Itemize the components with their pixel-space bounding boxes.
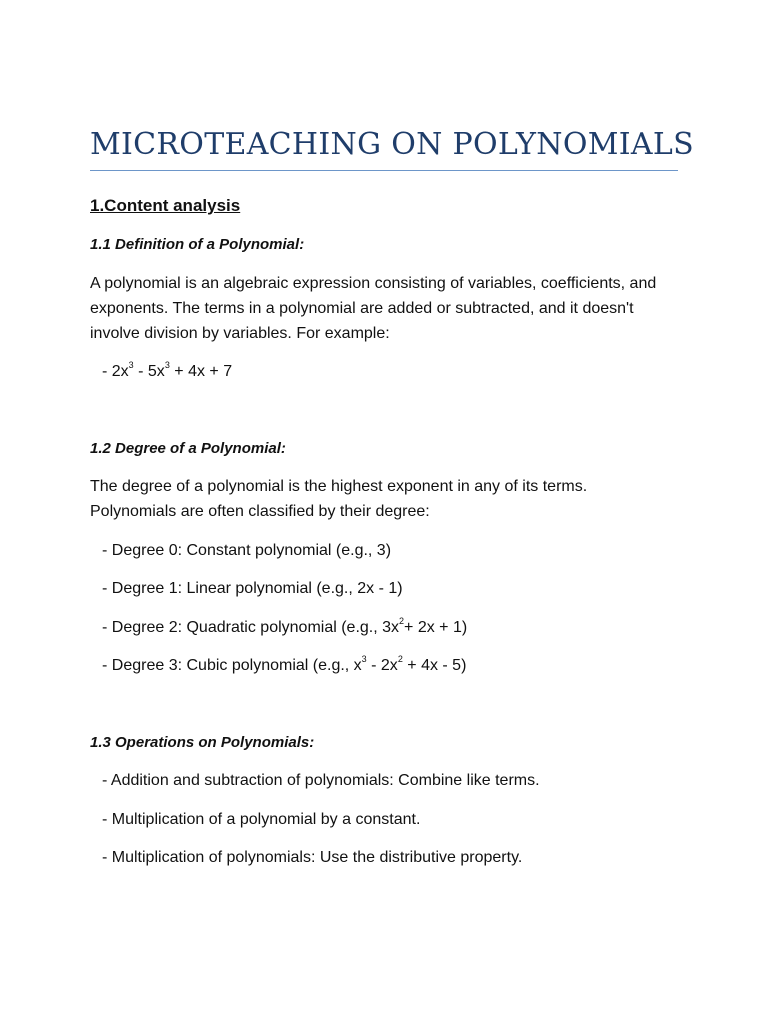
title-underline-rule [90,170,678,171]
degree-2-item [90,615,690,640]
degree-2-rest: + 2x + 1) [404,619,468,636]
document-title: MICROTEACHING ON POLYNOMIALS [90,127,694,162]
degree-3-rest: + 4x - 5) [402,657,467,674]
subsection-heading-degree: 1.2 Degree of a Polynomial: [90,440,286,457]
degree-line-2: Polynomials are often classified by their degree: [90,503,430,520]
operation-item-constant: - Multiplication of a polynomial by a constant. [102,811,421,828]
degree-3-exponent-2: 2 [397,653,403,664]
degree-2-text: - Degree 2: Quadratic polynomial (e.g., 3x [102,619,400,636]
degree-3-item [90,653,690,678]
polynomial-example [90,359,690,384]
definition-line-1: A polynomial is an algebraic expression consisting of variables, coefficients, and [90,275,657,292]
degree-1-item: - Degree 1: Linear polynomial (e.g., 2x - 1) [102,580,403,597]
example-exponent-1: 3 [128,359,134,370]
degree-3-middle: - 2x [366,657,398,674]
degree-3-text: - Degree 3: Cubic polynomial (e.g., x [102,657,362,674]
operation-item-distributive: - Multiplication of polynomials: Use the distributive property. [102,849,523,866]
degree-3-exponent-1: 3 [361,653,367,664]
degree-line-1: The degree of a polynomial is the highest exponent in any of its terms. [90,478,588,495]
section-heading-content-analysis: 1.Content analysis [90,196,241,215]
degree-0-item: - Degree 0: Constant polynomial (e.g., 3) [102,542,392,559]
example-term-1: - 2x [102,363,129,380]
definition-paragraph [90,271,678,346]
example-exponent-2: 3 [164,359,170,370]
definition-line-3: involve division by variables. For example: [90,325,390,342]
example-term-3: + 4x + 7 [169,363,233,380]
example-term-2: - 5x [133,363,165,380]
definition-line-2: exponents. The terms in a polynomial are added or subtracted, and it doesn't [90,300,634,317]
operation-item-addition: - Addition and subtraction of polynomials: Combine like terms. [102,772,540,789]
subsection-heading-operations: 1.3 Operations on Polynomials: [90,734,315,751]
subsection-heading-definition: 1.1 Definition of a Polynomial: [90,236,305,253]
degree-2-exponent: 2 [399,615,405,626]
degree-paragraph [90,474,678,524]
